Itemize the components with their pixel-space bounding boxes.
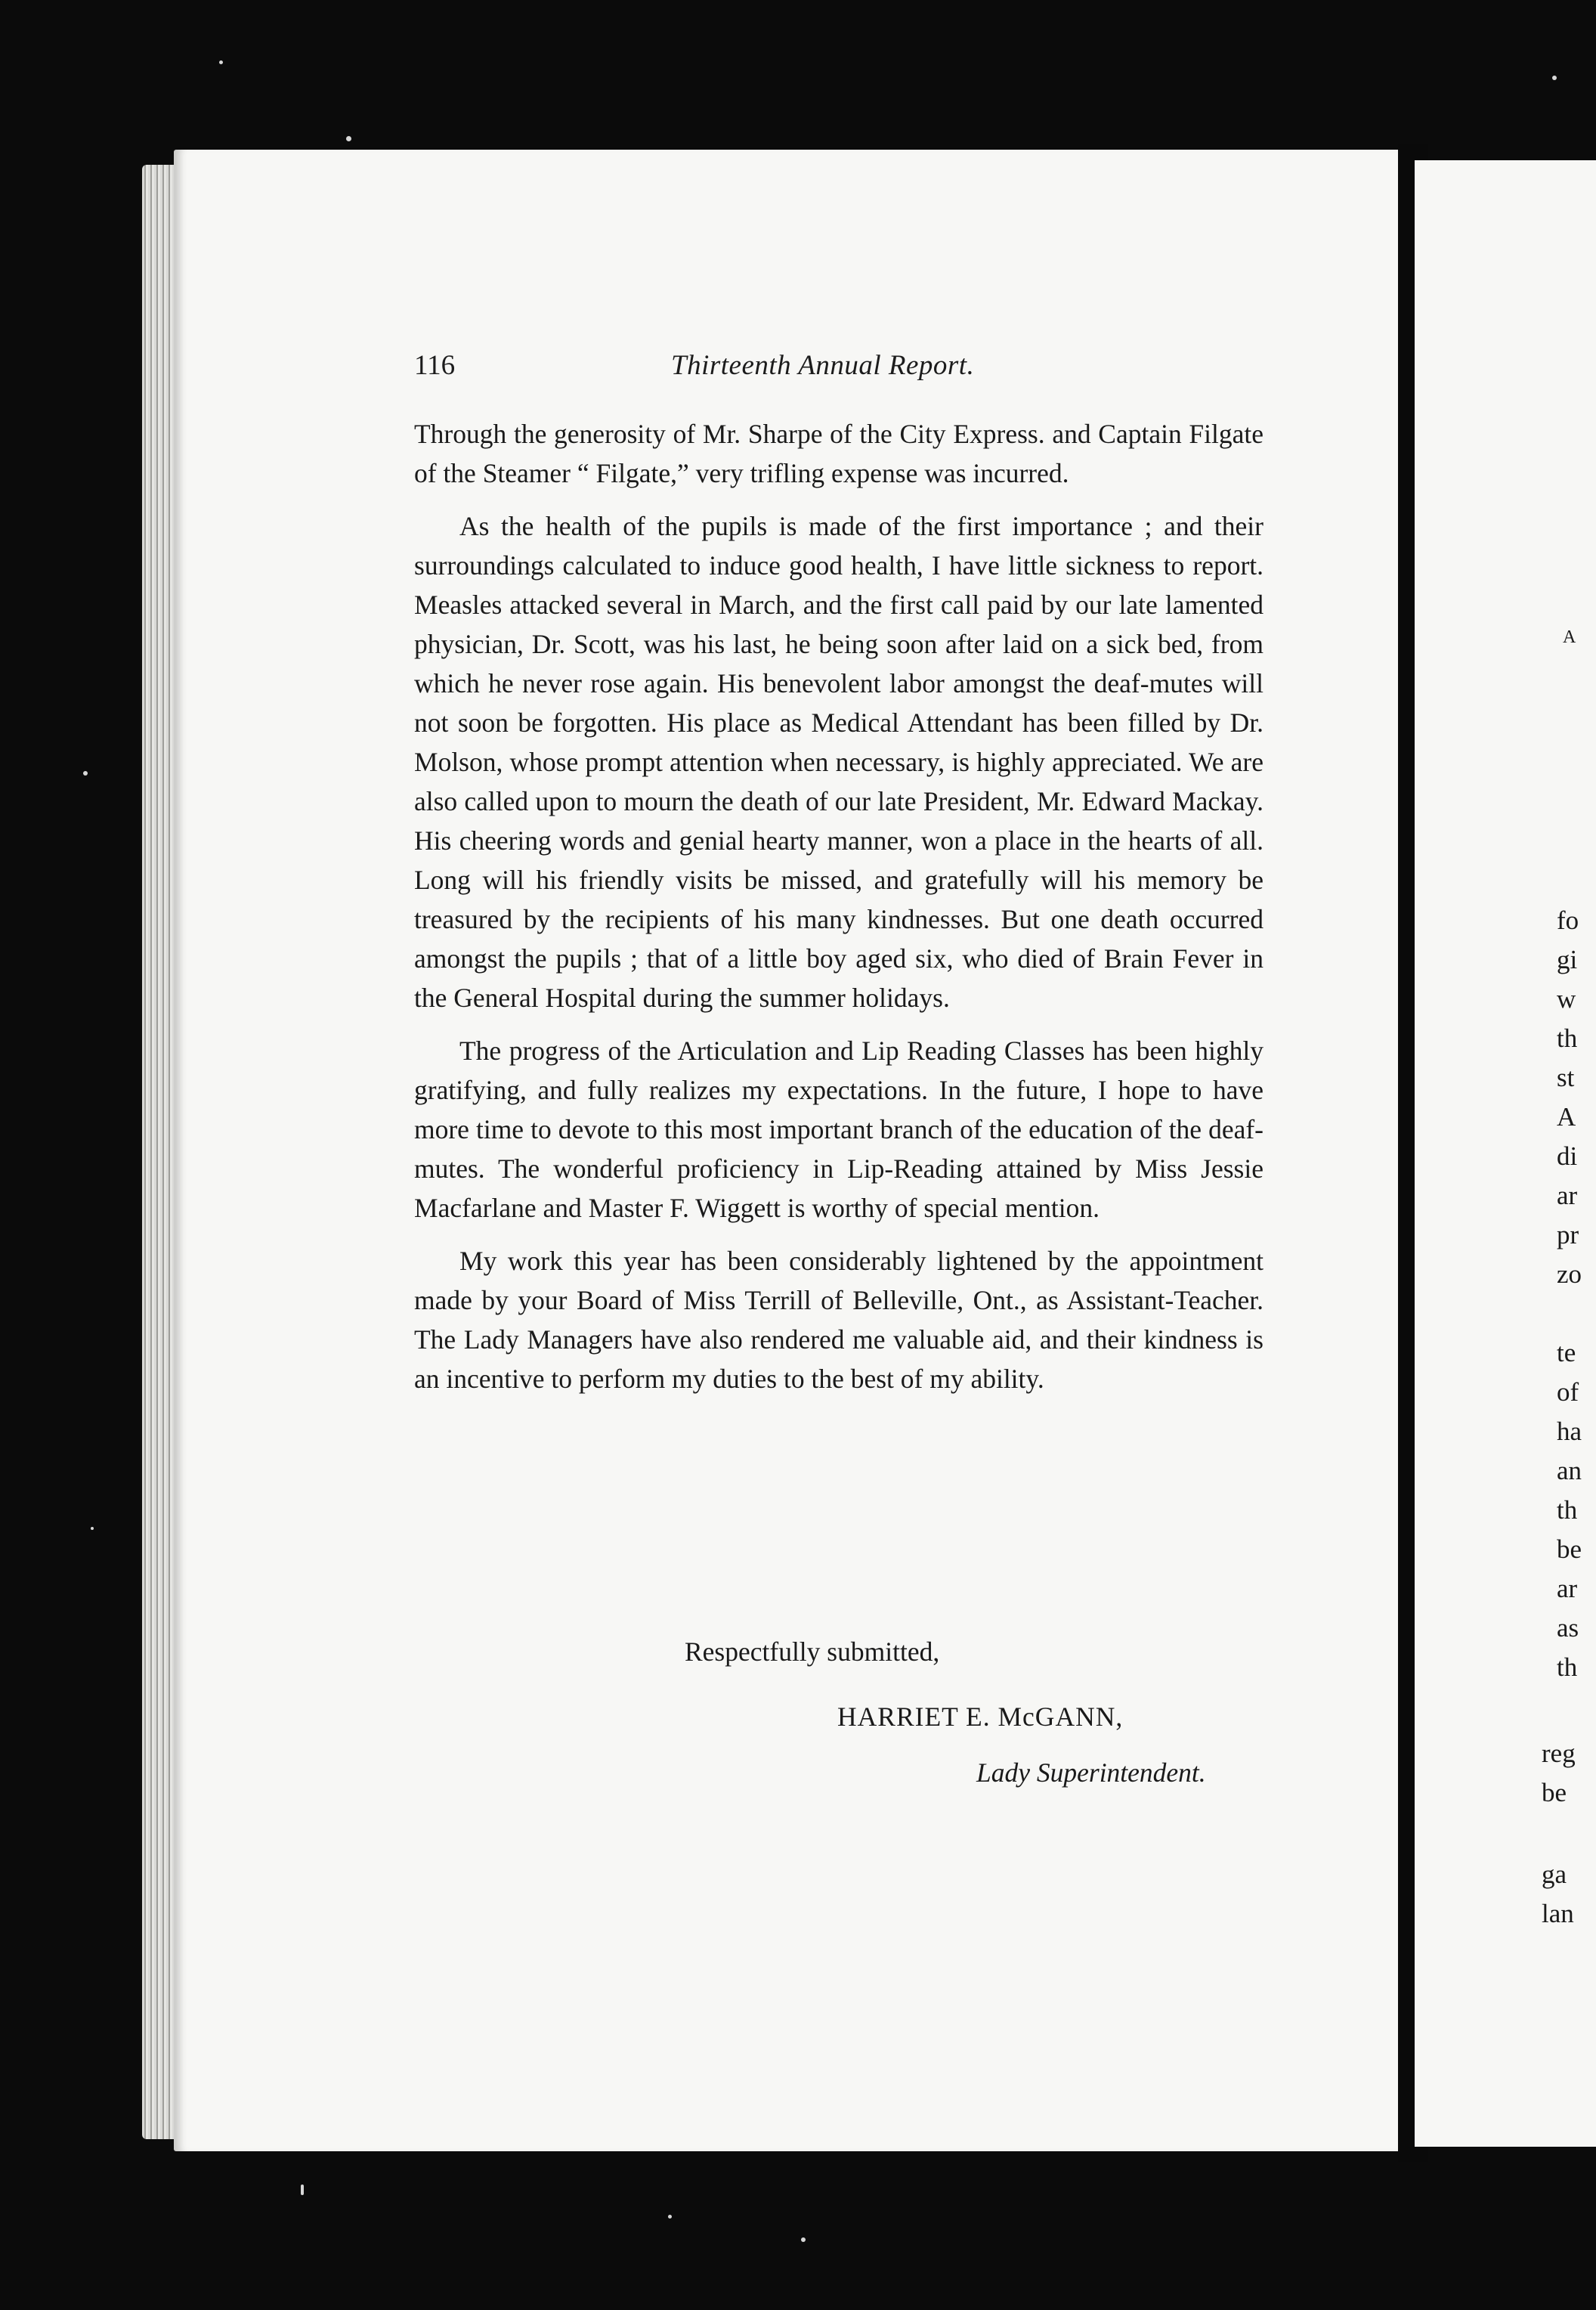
closing-submitted: Respectfully submitted, bbox=[685, 1637, 940, 1667]
fragment: reg bbox=[1542, 1739, 1576, 1768]
fragment: of bbox=[1557, 1377, 1579, 1407]
paragraph-4: My work this year has been considerably lightened by the appointment made by your Board of Miss Terrill of Belleville, Ont., as Assistant-Teacher. The Lady Managers have also rendered me valuable aid, and their kindness is an incentive to perform my duties to the best of my ability. bbox=[414, 1246, 1264, 1394]
fragment: A bbox=[1557, 1102, 1576, 1132]
fragment: ar bbox=[1557, 1181, 1578, 1210]
scan-speck bbox=[668, 2215, 672, 2219]
running-head bbox=[414, 349, 1268, 395]
page-number: 116 bbox=[414, 350, 456, 381]
scan-speck bbox=[91, 1527, 94, 1530]
fragment: w bbox=[1557, 984, 1576, 1014]
scan-speck bbox=[346, 136, 351, 141]
scan-speck bbox=[219, 60, 223, 64]
scan-speck bbox=[83, 771, 88, 776]
signature-name: HARRIET E. McGANN, bbox=[837, 1702, 1124, 1732]
fragment: pr bbox=[1557, 1220, 1579, 1249]
paragraph-2: As the health of the pupils is made of the first importance ; and their surroundings calculated to induce good health, I have little sickness to report. Measles attacked several in March, and the first call paid by our late lamented physician, Dr. Scott, was his last, he being soon after laid on a sick bed, from which he never rose again. His benevolent labor amongst the deaf-mutes will not soon be forgotten. His place as Medical Attendant has been filled by Dr. Molson, whose prompt attention when necessary, is highly appreciated. We are also called upon to mourn the death of our late President, Mr. Edward Mackay. His cheering words and genial hearty manner, won a place in the hearts of all. Long will his friendly visits be missed, and gratefully will his memory be treasured by the recipients of his many kindnesses. But one death occurred amongst the pupils ; that of a little boy aged six, who died of Brain Fever in the General Hospital during the summer holidays. bbox=[414, 511, 1264, 1013]
paragraph-3: The progress of the Articulation and Lip Reading Classes has been highly gratifying, and fully realizes my expectations. In the future, I hope to have more time to devote to this most important branch of the education of the deaf-mutes. The wonderful proficiency in Lip-Reading attained by Miss Jessie Macfarlane and Master F. Wiggett is worthy of special mention. bbox=[414, 1036, 1264, 1223]
fragment: be bbox=[1557, 1534, 1582, 1564]
fragment: be bbox=[1542, 1778, 1567, 1807]
fragment: th bbox=[1557, 1023, 1578, 1053]
scan-speck bbox=[301, 2185, 304, 2195]
fragment: ar bbox=[1557, 1574, 1578, 1603]
fragment: di bbox=[1557, 1141, 1578, 1171]
paragraph-1: Through the generosity of Mr. Sharpe of the City Express. and Captain Filgate of the Steamer “ Filgate,” very trifling expense was incurred. bbox=[414, 419, 1264, 488]
fragment: gi bbox=[1557, 945, 1578, 974]
signature-title: Lady Superintendent. bbox=[976, 1757, 1206, 1788]
scan-speck bbox=[1552, 76, 1557, 80]
fragment: lan bbox=[1542, 1899, 1574, 1928]
fragment: th bbox=[1557, 1652, 1578, 1682]
fragment: ha bbox=[1557, 1417, 1582, 1446]
fragment: fo bbox=[1557, 906, 1579, 935]
header-title: Thirteenth Annual Report. bbox=[671, 350, 975, 381]
fragment: as bbox=[1557, 1613, 1579, 1643]
fragment: an bbox=[1557, 1456, 1582, 1485]
fragment: st bbox=[1557, 1063, 1575, 1092]
fragment: th bbox=[1557, 1495, 1578, 1525]
fragment: zo bbox=[1557, 1259, 1582, 1289]
scan-speck bbox=[801, 2237, 806, 2242]
fragment: ga bbox=[1542, 1859, 1567, 1889]
fragment: te bbox=[1557, 1338, 1576, 1367]
fragment: A bbox=[1563, 627, 1576, 647]
body-text bbox=[414, 414, 1264, 1412]
